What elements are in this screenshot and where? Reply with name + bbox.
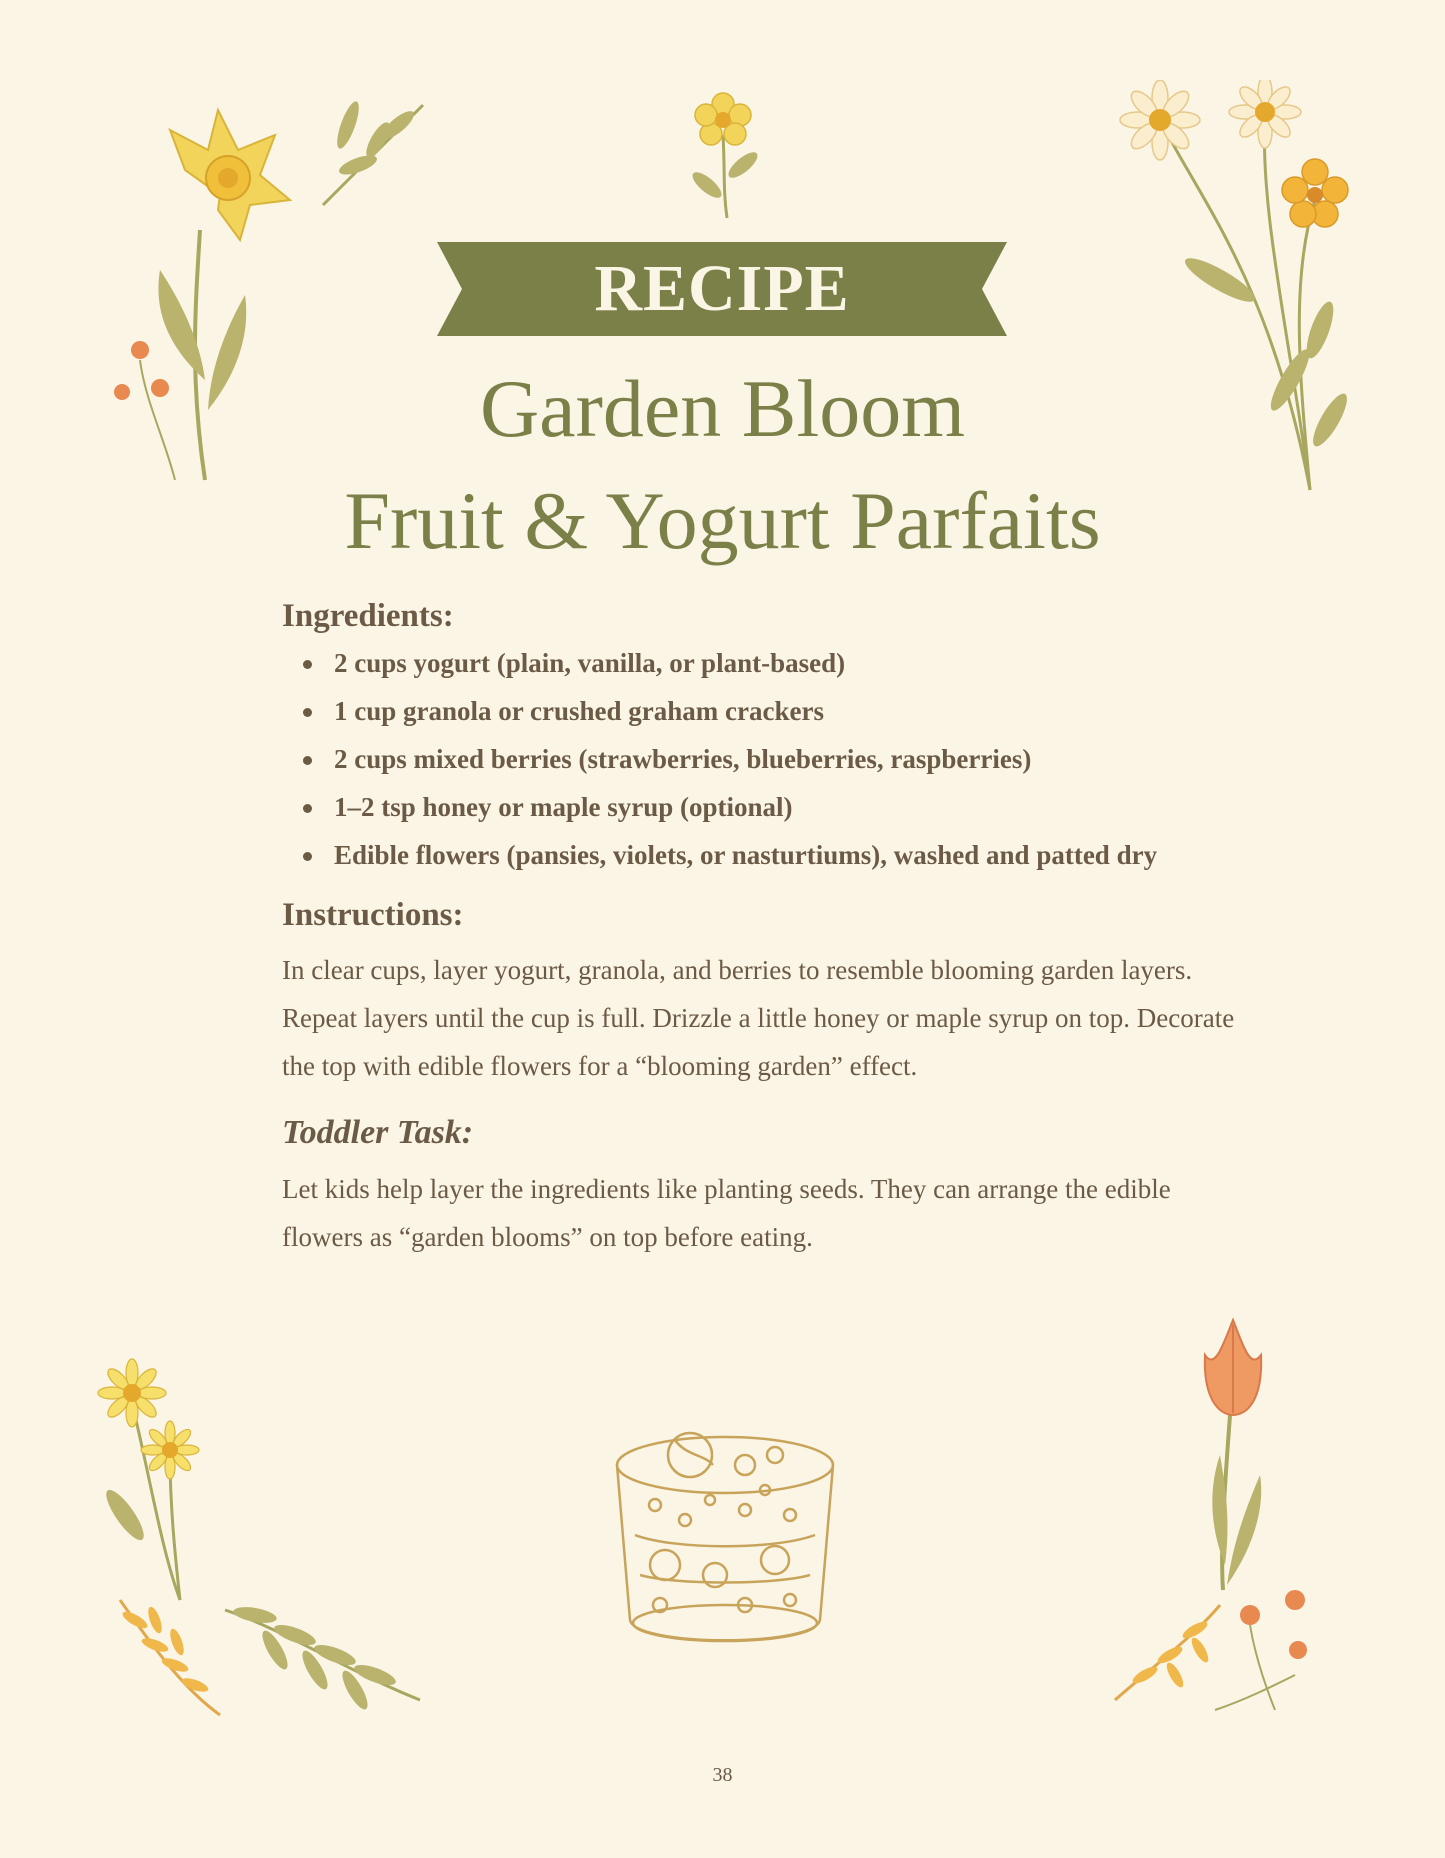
ingredient-text: 1–2 tsp honey or maple syrup (optional) [334,792,793,822]
toddler-task-heading: Toddler Task: [282,1114,474,1151]
bullet-icon [303,660,312,669]
ingredient-text: 2 cups mixed berries (strawberries, blueberries, raspberries) [334,744,1032,774]
bullet-icon [303,804,312,813]
list-item [298,840,1298,888]
ingredients-heading: Ingredients: [282,598,454,634]
daisy-icon [90,1355,230,1605]
bullet-icon [303,708,312,717]
instructions-heading: Instructions: [282,897,464,933]
list-item [298,648,1298,696]
ingredient-list [298,648,1298,888]
leaf-sprig-icon [318,100,428,210]
ingredient-text: 2 cups yogurt (plain, vanilla, or plant-based) [334,648,846,678]
recipe-banner [437,242,1007,336]
ingredient-text: Edible flowers (pansies, violets, or nasturtiums), washed and patted dry [334,840,1158,870]
leaf-sprig-icon [115,1590,425,1720]
toddler-task-text: Let kids help layer the ingredients like planting seeds. They can arrange the edible flowers as “garden blooms” on top before eating. [282,1174,1171,1252]
buttercup-icon [685,90,765,220]
tulip-icon [1095,1315,1315,1715]
parfait-cup-icon [605,1425,845,1655]
bullet-icon [303,852,312,861]
list-item [298,696,1298,744]
list-item [298,792,1298,840]
page-title-line-1: Garden Bloom [479,363,966,454]
page-number: 38 [712,1764,733,1786]
page-title-line-2: Fruit & Yogurt Parfaits [344,475,1101,566]
bullet-icon [303,756,312,765]
instructions-text: In clear cups, layer yogurt, granola, and berries to resemble blooming garden layers. Repeat layers until the cup is full. Drizzle a little honey or maple syrup on top. Decorate the top with edible flowers for a “blooming garden” effect. [282,955,1235,1081]
list-item [298,744,1298,792]
ingredient-text: 1 cup granola or crushed graham crackers [334,696,824,726]
banner-label: RECIPE [594,252,850,325]
